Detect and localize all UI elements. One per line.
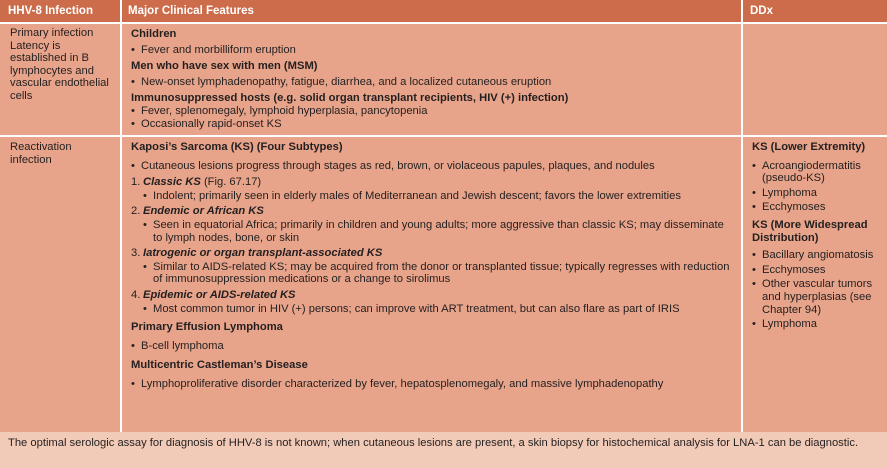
ks-intro: • Cutaneous lesions progress through stages as red, brown, or violaceous papules, plaques, and nodules: [131, 160, 735, 173]
ks-subtype-name: Endemic or African KS: [143, 205, 264, 218]
ks-subtype-name: Epidemic or AIDS-related KS: [143, 288, 296, 301]
table-footnote: The optimal serologic assay for diagnosis of HHV-8 is not known; when cutaneous lesions are present, a skin biopsy for histochemical analysis for LNA-1 can be diagnostic.: [8, 437, 859, 449]
column-divider-2: [741, 0, 743, 432]
group-title-children: Children: [131, 28, 177, 40]
reactivation-infection-title: Reactivation infection: [10, 141, 72, 166]
ddx-cell: [752, 141, 882, 331]
primary-infection-cell: [10, 27, 114, 103]
group-title-msm: Men who have sex with men (MSM): [131, 60, 318, 73]
ks-subtype-name: Iatrogenic or organ transplant-associated KS: [143, 247, 383, 260]
ks-subtype-desc: • Indolent; primarily seen in elderly males of Mediterranean and Jewish descent; favors the lower extremities: [131, 190, 735, 203]
header-ddx: DDx: [750, 0, 830, 22]
ks-subtype-1: 1. Classic KS (Fig. 67.17): [131, 176, 262, 189]
list-item: • Lymphoma: [752, 318, 882, 331]
ddx-wide-title: KS (More Widespread Distribution): [752, 218, 868, 244]
list-item: • Ecchymoses: [752, 201, 882, 214]
list-item: • Fever and morbilliform eruption: [131, 44, 737, 57]
group-title-immunosuppressed: Immunosuppressed hosts (e.g. solid organ transplant recipients, HIV (+) infection): [131, 92, 569, 105]
list-item: • Lymphoproliferative disorder characterized by fever, hepatosplenomegaly, and massive lymphadenopathy: [131, 378, 735, 391]
list-item: • Ecchymoses: [752, 264, 882, 277]
list-item: • Acroangiodermatitis (pseudo-KS): [752, 160, 882, 185]
ks-subtype-3: 3. Iatrogenic or organ transplant-associated KS: [131, 247, 383, 260]
primary-features-cell: [131, 28, 737, 130]
primary-infection-note: Latency is established in B lymphocytes and vascular endothelial cells: [10, 39, 109, 102]
ks-subtype-name: Classic KS: [143, 176, 201, 189]
ks-subtype-desc: • Similar to AIDS-related KS; may be acquired from the donor or transplanted tissue; typically regresses with reduction of immunosuppression medications or a change to sirolimus: [131, 261, 735, 286]
header-hhv8-infection: HHV-8 Infection: [8, 0, 118, 22]
ks-subtype-2: 2. Endemic or African KS: [131, 205, 264, 218]
list-item: • Other vascular tumors and hyperplasias (see Chapter 94): [752, 278, 882, 316]
column-divider-1: [120, 0, 122, 432]
header-major-clinical-features: Major Clinical Features: [128, 0, 428, 22]
reactivation-features-cell: [131, 141, 735, 391]
row-divider: [0, 135, 887, 137]
list-item: • Lymphoma: [752, 187, 882, 200]
pel-title: Primary Effusion Lymphoma: [131, 321, 283, 334]
primary-infection-title: Primary infection: [10, 27, 94, 39]
header-divider: [0, 22, 887, 24]
mcd-title: Multicentric Castleman’s Disease: [131, 359, 308, 372]
ks-subtype-4: 4. Epidemic or AIDS-related KS: [131, 288, 296, 301]
ks-subtype-desc: • Seen in equatorial Africa; primarily in children and young adults; more aggressive than classic KS; may disseminate to lymph nodes, bone, or skin: [131, 219, 735, 244]
ks-subtype-desc: • Most common tumor in HIV (+) persons; can improve with ART treatment, but can also flare as part of IRIS: [131, 303, 735, 316]
list-item: • New-onset lymphadenopathy, fatigue, diarrhea, and a localized cutaneous eruption: [131, 76, 737, 89]
list-item: • Fever, splenomegaly, lymphoid hyperplasia, pancytopenia: [131, 105, 737, 118]
list-item: • B-cell lymphoma: [131, 340, 735, 353]
table-footnote-band: [0, 432, 887, 468]
figure-reference: (Fig. 67.17): [200, 176, 262, 189]
list-item: • Bacillary angiomatosis: [752, 249, 882, 262]
reactivation-infection-cell: [10, 141, 114, 166]
list-item: • Occasionally rapid-onset KS: [131, 118, 737, 131]
ddx-lower-title: KS (Lower Extremity): [752, 141, 866, 153]
ks-title: Kaposi’s Sarcoma (KS) (Four Subtypes): [131, 141, 343, 153]
